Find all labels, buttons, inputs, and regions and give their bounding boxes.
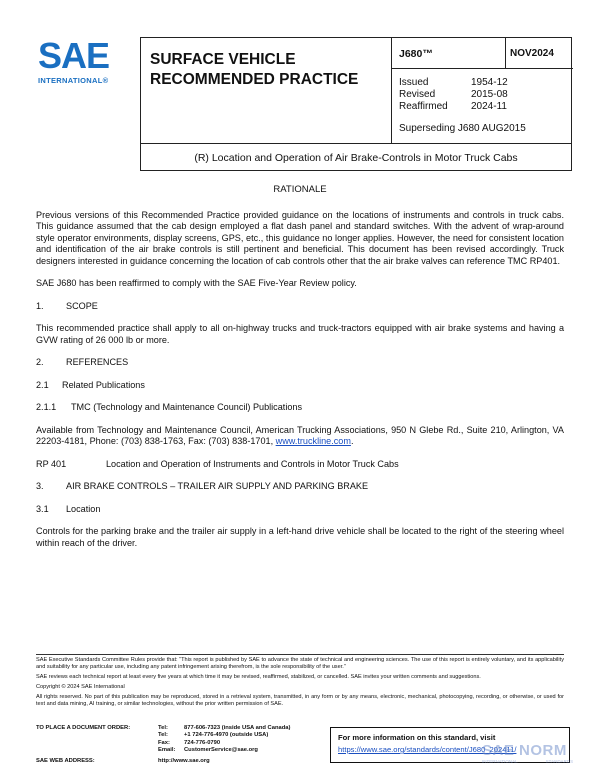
section-title: REFERENCES [66,357,129,367]
document-subject: (R) Location and Operation of Air Brake-Controls in Motor Truck Cabs [141,143,571,171]
contact-row [36,732,290,739]
contact-value: 724-776-0790 [184,739,221,746]
history-label: Revised [399,89,436,100]
watermark [482,742,582,772]
scope-text: This recommended practice shall apply to all on-highway trucks and truck-tractors equipped with air brake systems and having a GVW rating of 26 000 lb or more. [36,323,564,345]
history-label: Reaffirmed [399,101,448,112]
contact-key: Tel: [158,732,168,739]
contact-value: 877-606-7323 (inside USA and Canada) [184,725,291,731]
web-address [36,758,210,764]
contact-value: +1 724-776-4970 (outside USA) [184,732,269,739]
document-date: NOV2024 [506,38,573,69]
history-value: 2024-11 [471,101,507,112]
footer-divider [36,654,564,655]
availability-end: . [350,436,354,446]
watermark-left: INTERNATIONAL [482,759,518,764]
title-line-2: RECOMMENDED PRACTICE [150,71,359,88]
section-title: Related Publications [62,379,145,390]
truckline-link[interactable]: www.truckline.com [275,436,351,446]
availability-text [36,425,564,448]
reference-rp401 [36,459,564,471]
footer-notice: SAE Executive Standards Committee Rules provide that: “This report is published by SAE to advance the state of technical and engineering sciences. The use of this report is entirely voluntary, and its applicability and suitability for any particular use, including any patent infringement arising therefrom, is the sole responsibility of the user.” [36,657,564,670]
section-number: 2.1.1 [36,402,57,412]
footer-notice: SAE reviews each technical report at least every five years at which time it may be revised, reaffirmed, stabilized, or cancelled. SAE invites your written comments and suggestions. [36,674,481,680]
history-row [399,77,573,89]
contact-row [36,740,290,747]
web-label: SAE WEB ADDRESS: [36,758,95,764]
history-row [399,101,573,113]
logo-subtitle: INTERNATIONAL® [38,76,109,85]
availability-body: Available from Technology and Maintenance Council, American Trucking Associations, 950 N Glebe Rd., Suite 210, Arlington, VA 22203-4181, Phone: (703) 838-1763, Fax: (703) 838-1701, [36,424,564,446]
reference-title: Location and Operation of Instruments and Controls in Motor Truck Cabs [106,458,399,469]
document-id: J680™ [392,38,506,69]
section-title: AIR BRAKE CONTROLS – TRAILER AIR SUPPLY AND PARKING BRAKE [66,481,369,491]
section-title: TMC (Technology and Maintenance Council) Publications [71,402,302,412]
more-info-title: For more information on this standard, visit [338,733,496,742]
document-body [36,184,564,560]
rationale-text: Previous versions of this Recommended Practice provided guidance on the locations of instruments and controls in truck cabs. This guidance assumed that the cab design employed a flat dash panel and standard switches. With the advent of wrap-around style operator environments, display screens, GPS, etc., this guidance no longer applies. However, the need for consistent location and identification of the air brake controls is still pertinent and beneficial. This document has been revised accordingly. Truck designers interested in guidance concerning the location of cab controls other that the air brake valves can reference TMC RP401. [36,209,564,266]
section-number: 3.1 [36,503,49,514]
order-label: TO PLACE A DOCUMENT ORDER: [36,725,131,731]
section-3-1-heading [36,504,564,516]
document-header [140,37,572,171]
superseding-note: Superseding J680 AUG2015 [399,123,526,134]
web-url[interactable]: http://www.sae.org [158,758,210,764]
section-2-1-heading [36,380,564,392]
section-title: SCOPE [66,300,98,311]
history-label: Issued [399,77,429,88]
watermark-subtext [482,759,582,764]
watermark-text: SAE NORM [482,742,567,759]
footer-notice: All rights reserved. No part of this publication may be reproduced, stored in a retrieval system, transmitted, in any form or by any means, electronic, mechanical, photocopying, recording, or otherwise, or used for text and data mining, AI training, or similar technologies, without the prior written permission of SAE. [36,694,564,707]
section-number: 3. [36,481,44,491]
title-line-1: SURFACE VEHICLE [150,51,296,68]
contact-row [36,747,290,754]
section-1-heading [36,301,564,313]
history-value: 1954-12 [471,77,508,88]
contact-key: Email: [158,747,176,754]
section-title: Location [66,503,101,514]
more-info-link[interactable]: https://www.sae.org/standards/content/J680_202411/ [338,745,517,754]
section-2-heading [36,357,564,369]
order-contacts [36,725,290,755]
contact-row [36,725,290,732]
logo-mark: SAE [38,35,110,76]
location-text: Controls for the parking brake and the trailer air supply in a left-hand drive vehicle shall be located to the right of the steering wheel within reach of the driver. [36,526,564,548]
section-3-heading [36,481,564,493]
document-type [141,38,392,143]
history-row [399,89,573,101]
footer-copyright: Copyright © 2024 SAE International [36,684,125,690]
document-history [392,69,573,143]
section-number: 2.1 [36,379,49,390]
sae-logo [38,35,122,90]
section-2-1-1-heading [36,402,564,414]
contact-key: Fax: [158,739,170,746]
watermark-right: STANDARDS [545,759,574,764]
contact-value[interactable]: CustomerService@sae.org [184,747,258,754]
section-number: 2. [36,357,44,367]
rationale-heading: RATIONALE [273,184,327,195]
reaffirm-text: SAE J680 has been reaffirmed to comply with the SAE Five-Year Review policy. [36,278,357,288]
contact-key: Tel: [158,725,168,731]
reference-number: RP 401 [36,458,67,469]
history-value: 2015-08 [471,89,508,100]
footer-notices [36,657,564,711]
section-number: 1. [36,300,44,311]
